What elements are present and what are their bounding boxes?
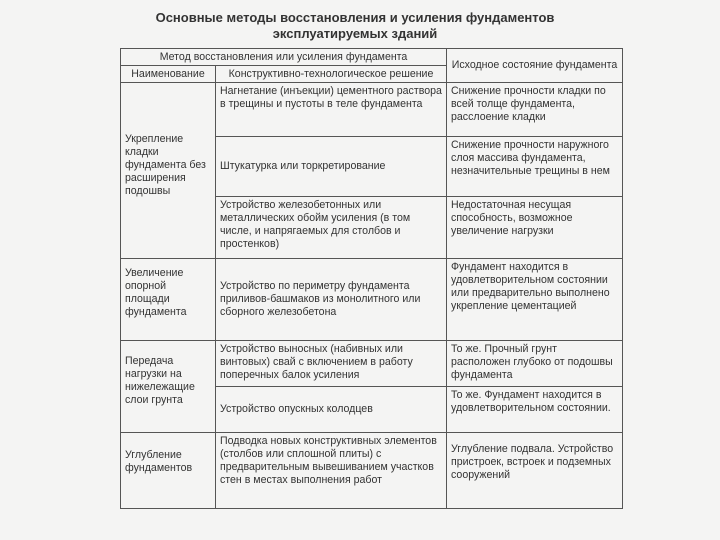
- table-row: [121, 341, 623, 387]
- state-cell: Снижение прочности наружного слоя массива фундамента, незначительные трещины в нем: [447, 137, 623, 197]
- state-cell: Снижение прочности кладки по всей толще фундамента, расслоение кладки: [447, 83, 623, 137]
- header-solution: Конструктивно-технологическое решение: [216, 66, 447, 83]
- title-line-2: эксплуатируемых зданий: [272, 26, 438, 41]
- group-name: Передача нагрузки на нижележащие слои грунта: [121, 341, 216, 433]
- state-cell: То же. Прочный грунт расположен глубоко от подошвы фундамента: [447, 341, 623, 387]
- methods-table: [120, 48, 623, 509]
- table-header-row: [121, 49, 623, 66]
- table-row: [121, 259, 623, 341]
- group-name: Увеличение опорной площади фундамента: [121, 259, 216, 341]
- group-name: Углубление фундаментов: [121, 433, 216, 509]
- state-cell: То же. Фундамент находится в удовлетворительном состоянии.: [447, 387, 623, 433]
- state-cell: Углубление подвала. Устройство пристроек, встроек и подземных сооружений: [447, 433, 623, 509]
- group-name: Укрепление кладки фундамента без расширения подошвы: [121, 83, 216, 259]
- solution-cell: Устройство по периметру фундамента приливов-башмаков из монолитного или сборного железобетона: [216, 259, 447, 341]
- solution-cell: Нагнетание (инъекции) цементного раствора в трещины и пустоты в теле фундамента: [216, 83, 447, 137]
- solution-cell: Устройство выносных (набивных или винтовых) свай с включением в работу поперечных балок усиления: [216, 341, 447, 387]
- header-name: Наименование: [121, 66, 216, 83]
- page-title: [120, 10, 590, 42]
- solution-cell: Подводка новых конструктивных элементов (столбов или сплошной плиты) с предварительным вывешиванием участков стен в местах выполнения работ: [216, 433, 447, 509]
- state-cell: Фундамент находится в удовлетворительном состоянии или предварительно выполнено укрепление цементацией: [447, 259, 623, 341]
- table-row: [121, 83, 623, 137]
- state-cell: Недостаточная несущая способность, возможное увеличение нагрузки: [447, 197, 623, 259]
- header-initial-state: Исходное состояние фундамента: [447, 49, 623, 83]
- solution-cell: Устройство железобетонных или металлических обойм усиления (в том числе, и напрягаемых для столбов и простенков): [216, 197, 447, 259]
- solution-cell: Штукатурка или торкретирование: [216, 137, 447, 197]
- title-line-1: Основные методы восстановления и усиления фундаментов: [155, 10, 555, 25]
- solution-cell: Устройство опускных колодцев: [216, 387, 447, 433]
- header-method: Метод восстановления или усиления фундамента: [121, 49, 447, 66]
- table-row: [121, 433, 623, 509]
